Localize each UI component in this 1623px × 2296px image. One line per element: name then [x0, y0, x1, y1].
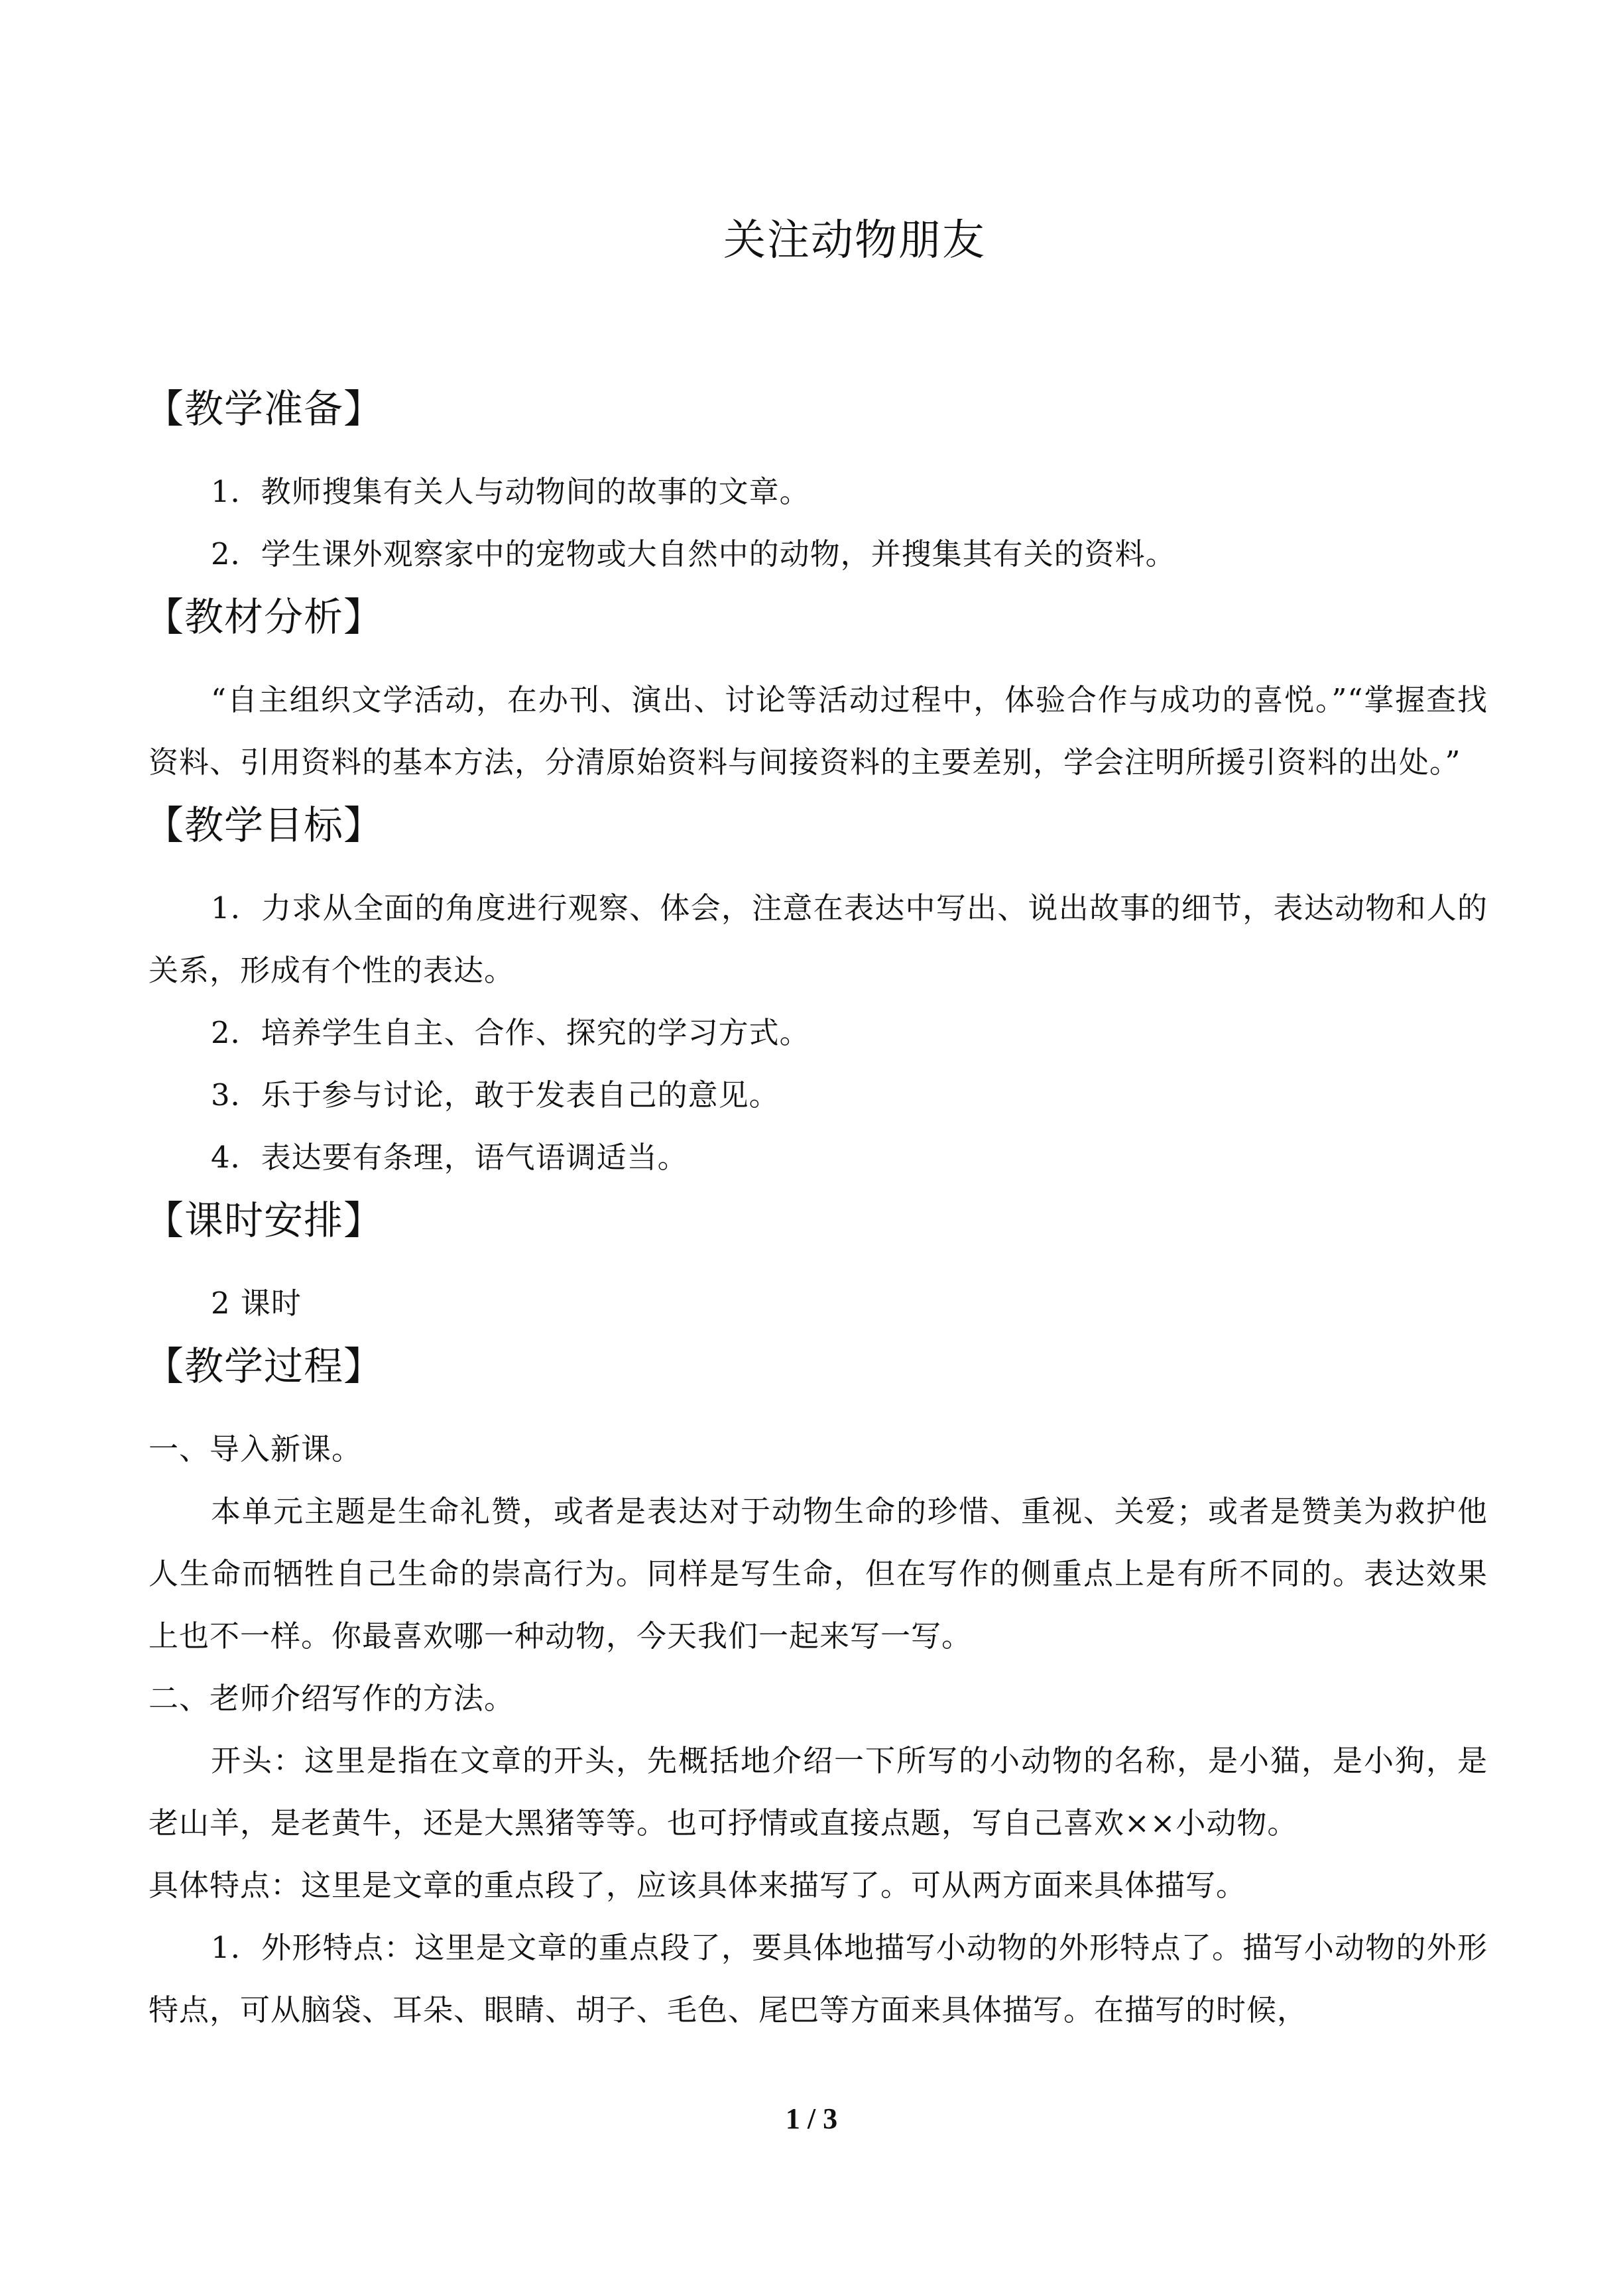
section-heading-goals: 【教学目标】: [145, 802, 384, 848]
process-step-2-title: 二、老师介绍写作的方法。: [149, 1681, 515, 1716]
prep-item-1: 1．教师搜集有关人与动物间的故事的文章。: [211, 474, 810, 509]
prep-item-2: 2．学生课外观察家中的宠物或大自然中的动物，并搜集其有关的资料。: [211, 536, 1176, 572]
process-opening-text: 开头：这里是指在文章的开头，先概括地介绍一下所写的小动物的名称，是小猫，是小狗，是老山羊，是老黄牛，还是大黑猪等等。也可抒情或直接点题，写自己喜欢××小动物。: [149, 1743, 1488, 1841]
process-appearance-text: 1．外形特点：这里是文章的重点段了，要具体地描写小动物的外形特点了。描写小动物的外形特点，可从脑袋、耳朵、眼睛、胡子、毛色、尾巴等方面来具体描写。在描写的时候，: [149, 1930, 1488, 2027]
section-heading-prep: 【教学准备】: [145, 386, 384, 432]
goal-item-3: 3．乐于参与讨论，敢于发表自己的意见。: [211, 1077, 780, 1113]
section-heading-schedule: 【课时安排】: [145, 1197, 384, 1243]
section-heading-process: 【教学过程】: [145, 1343, 384, 1389]
process-step-1-text: 本单元主题是生命礼赞，或者是表达对于动物生命的珍惜、重视、关爱；或者是赞美为救护他人生命而牺牲自己生命的崇高行为。同样是写生命，但在写作的侧重点上是有所不同的。表达效果上也不一样。你最喜欢哪一种动物，今天我们一起来写一写。: [149, 1494, 1488, 1654]
process-step-1-title: 一、导入新课。: [149, 1431, 363, 1467]
section-heading-analysis: 【教材分析】: [145, 594, 384, 640]
process-features-text: 具体特点：这里是文章的重点段了，应该具体来描写了。可从两方面来具体描写。: [149, 1868, 1247, 1903]
goal-item-2: 2．培养学生自主、合作、探究的学习方式。: [211, 1015, 810, 1050]
goal-item-1: 1．力求从全面的角度进行观察、体会，注意在表达中写出、说出故事的细节，表达动物和人的关系，形成有个性的表达。: [149, 890, 1488, 988]
page-number: 1 / 3: [785, 2102, 838, 2135]
document-title: 关注动物朋友: [723, 216, 986, 265]
document-body: [145, 381, 1488, 2041]
analysis-text: “自主组织文学活动，在办刊、演出、讨论等活动过程中，体验合作与成功的喜悦。”“掌握查找资料、引用资料的基本方法，分清原始资料与间接资料的主要差别，学会注明所援引资料的出处。”: [149, 682, 1488, 780]
schedule-text: 2 课时: [211, 1286, 302, 1321]
goal-item-4: 4．表达要有条理，语气语调适当。: [211, 1140, 688, 1175]
